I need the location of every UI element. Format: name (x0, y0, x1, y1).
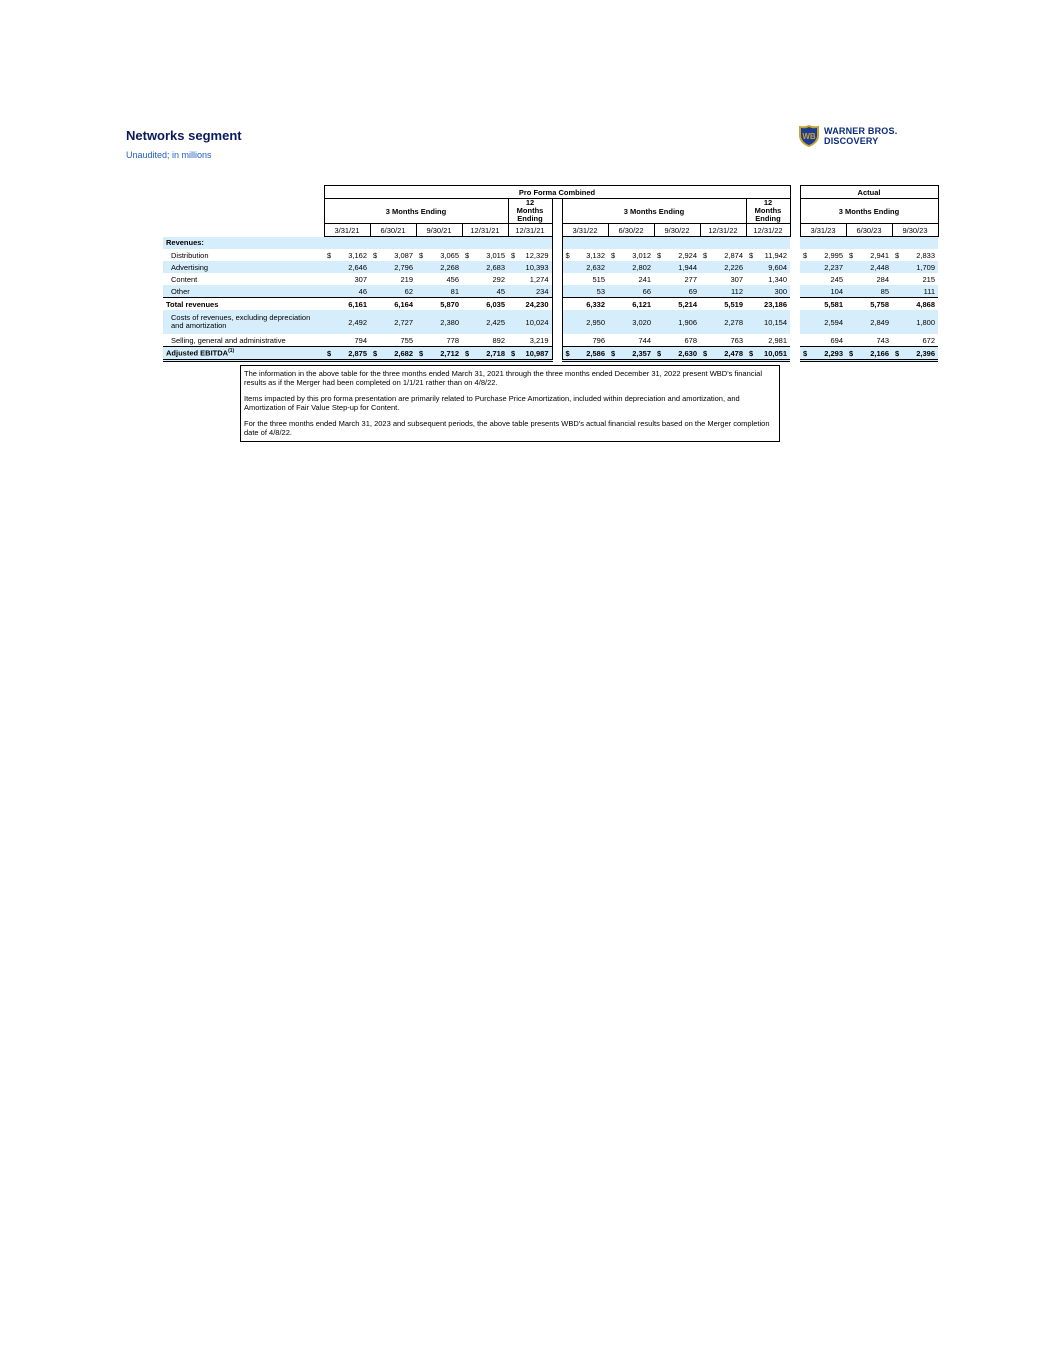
cell-value: 2,727 (370, 310, 416, 334)
cell-value: 23,186 (746, 298, 790, 311)
row-label: Other (163, 285, 324, 298)
note-1: The information in the above table for the three months ended March 31, 2021 through the three months ended December 31, 2022 present WBD's financial results as if the Merger had been completed on 1/1/21 rather than on 4/8/22. (244, 369, 762, 387)
cell-value: $ 2,166 (846, 347, 892, 361)
cell-value: 2,380 (416, 310, 462, 334)
cell-value: 284 (876, 274, 889, 284)
cell-value: $ 3,162 (327, 250, 367, 260)
cell-value: $ 2,586 (562, 347, 608, 361)
three-months-header: 3 Months Ending (324, 199, 508, 224)
cell-value: 6,332 (562, 298, 608, 311)
cell-value: 694 (830, 335, 843, 345)
cell-value: 2,492 (324, 310, 370, 334)
wb-shield-icon (798, 124, 820, 148)
row-label: Total revenues (163, 298, 324, 311)
cell-value: 2,425 (462, 310, 508, 334)
pro-forma-header: Pro Forma Combined (324, 186, 790, 199)
cell-value: 5,214 (654, 298, 700, 311)
column-date: 12/31/21 (462, 224, 508, 237)
currency-symbol: $ (611, 348, 616, 358)
cell-value: 755 (400, 335, 413, 345)
table-row (163, 334, 938, 347)
cell-value: 2,683 (462, 261, 508, 273)
currency-symbol: $ (703, 348, 708, 358)
note-3: For the three months ended March 31, 2023 and subsequent periods, the above table presents WBD's actual financial results based on the Merger completion date of 4/8/22. (244, 419, 770, 437)
page-title: Networks segment (126, 128, 242, 143)
column-date: 9/30/22 (654, 224, 700, 237)
column-date: 3/31/22 (562, 224, 608, 237)
currency-symbol: $ (511, 250, 516, 260)
table-row (163, 310, 938, 334)
three-months-header: 3 Months Ending (800, 199, 938, 224)
cell-value: 2,646 (324, 261, 370, 273)
cell-value: $ 2,630 (654, 347, 700, 361)
currency-symbol: $ (849, 348, 854, 358)
row-label: Advertising (163, 261, 324, 273)
cell-value: $ 2,293 (800, 347, 846, 361)
cell-value: 3,020 (608, 310, 654, 334)
cell-value: $ 3,087 (373, 250, 413, 260)
table-row (163, 298, 938, 311)
currency-symbol: $ (327, 348, 332, 358)
column-date: 3/31/21 (324, 224, 370, 237)
cell-value: 81 (416, 285, 462, 298)
cell-value: $ 2,718 (462, 347, 508, 361)
footnote-marker: (1) (228, 348, 235, 355)
cell-value: 2,981 (768, 335, 787, 345)
table-row (163, 249, 938, 261)
cell-value: 300 (746, 285, 790, 298)
cell-value: $ 2,357 (608, 347, 654, 361)
cell-value: 744 (638, 335, 651, 345)
cell-value: $ 3,012 (611, 250, 651, 260)
column-date: 6/30/22 (608, 224, 654, 237)
cell-value: 307 (354, 274, 367, 284)
currency-symbol: $ (803, 250, 808, 260)
currency-symbol: $ (749, 348, 754, 358)
row-label: Selling, general and administrative (171, 335, 286, 345)
cell-value: $ 2,712 (416, 347, 462, 361)
currency-symbol: $ (749, 250, 754, 260)
cell-value: 69 (654, 285, 700, 298)
cell-value: 2,632 (562, 261, 608, 273)
cell-value: 1,340 (768, 274, 787, 284)
cell-value: $ 3,132 (565, 250, 605, 260)
cell-value: 456 (446, 274, 459, 284)
cell-value: 743 (876, 335, 889, 345)
cell-value: 277 (684, 274, 697, 284)
page-subtitle: Unaudited; in millions (126, 150, 212, 160)
currency-symbol: $ (657, 250, 662, 260)
cell-value: 6,035 (462, 298, 508, 311)
row-label: Costs of revenues, excluding depreciation and amortization (163, 310, 324, 334)
cell-value: 45 (462, 285, 508, 298)
cell-value: 778 (446, 335, 459, 345)
cell-value: 1,800 (892, 310, 938, 334)
notes-box (240, 365, 780, 442)
cell-value: 292 (492, 274, 505, 284)
cell-value: 1,709 (892, 261, 938, 273)
cell-value: 2,268 (416, 261, 462, 273)
cell-value: 234 (508, 285, 552, 298)
column-date: 12/31/22 (746, 224, 790, 237)
cell-value: $ 11,942 (749, 250, 787, 260)
cell-value: 241 (638, 274, 651, 284)
cell-value: 2,278 (700, 310, 746, 334)
column-date: 9/30/21 (416, 224, 462, 237)
cell-value: 1,274 (529, 274, 549, 284)
currency-symbol: $ (849, 250, 854, 260)
cell-value: $ 2,995 (803, 250, 843, 260)
cell-value: 66 (608, 285, 654, 298)
currency-symbol: $ (465, 250, 470, 260)
cell-value: 2,849 (846, 310, 892, 334)
cell-value: 5,758 (846, 298, 892, 311)
cell-value: 46 (324, 285, 370, 298)
currency-symbol: $ (703, 250, 708, 260)
cell-value: 215 (922, 274, 935, 284)
logo-line2: DISCOVERY (824, 136, 879, 146)
cell-value: $ 2,478 (700, 347, 746, 361)
cell-value: $ 2,682 (370, 347, 416, 361)
twelve-months-header: 12 Months Ending (508, 199, 552, 224)
column-date: 6/30/23 (846, 224, 892, 237)
column-date: 12/31/21 (508, 224, 552, 237)
currency-symbol: $ (565, 348, 570, 358)
currency-symbol: $ (465, 348, 470, 358)
networks-segment-table (163, 185, 939, 362)
cell-value: 62 (370, 285, 416, 298)
cell-value: 2,950 (562, 310, 608, 334)
table-row (163, 347, 938, 361)
cell-value: 245 (830, 274, 843, 284)
cell-value: 9,604 (746, 261, 790, 273)
cell-value: 763 (730, 335, 743, 345)
cell-value: 515 (592, 274, 605, 284)
cell-value: $ 2,875 (324, 347, 370, 361)
cell-value: $ 2,941 (849, 250, 889, 260)
three-months-header: 3 Months Ending (562, 199, 746, 224)
cell-value: $ 10,987 (508, 347, 552, 361)
cell-value: 3,219 (529, 335, 549, 345)
cell-value: $ 2,833 (895, 250, 935, 260)
cell-value: $ 2,924 (657, 250, 697, 260)
cell-value: $ 2,874 (703, 250, 743, 260)
warner-bros-discovery-logo (798, 124, 918, 150)
column-date: 3/31/23 (800, 224, 846, 237)
currency-symbol: $ (895, 348, 900, 358)
table-row (163, 285, 938, 298)
cell-value: 5,519 (700, 298, 746, 311)
currency-symbol: $ (511, 348, 516, 358)
cell-value: 796 (592, 335, 605, 345)
column-date: 12/31/22 (700, 224, 746, 237)
currency-symbol: $ (327, 250, 332, 260)
currency-symbol: $ (373, 348, 378, 358)
twelve-months-header: 12 Months Ending (746, 199, 790, 224)
column-date: 9/30/23 (892, 224, 938, 237)
cell-value: 10,393 (508, 261, 552, 273)
cell-value: 111 (892, 285, 938, 298)
svg-text:WB: WB (802, 132, 816, 141)
cell-value: 104 (800, 285, 846, 298)
table-row (163, 273, 938, 285)
cell-value: 1,944 (654, 261, 700, 273)
cell-value: 4,868 (892, 298, 938, 311)
currency-symbol: $ (373, 250, 378, 260)
currency-symbol: $ (657, 348, 662, 358)
cell-value: 112 (700, 285, 746, 298)
cell-value: 24,230 (508, 298, 552, 311)
table-row (163, 261, 938, 273)
note-2: Items impacted by this pro forma presentation are primarily related to Purchase Price Amortization, included within depreciation and amortization, and Amortization of Fair Value Step-up for Content. (244, 394, 740, 412)
cell-value: 6,164 (370, 298, 416, 311)
cell-value: 672 (922, 335, 935, 345)
cell-value: 2,796 (370, 261, 416, 273)
logo-line1: WARNER BROS. (824, 126, 898, 136)
cell-value: 10,154 (746, 310, 790, 334)
cell-value: 6,161 (324, 298, 370, 311)
row-label: Distribution (171, 250, 209, 260)
cell-value: $ 3,015 (465, 250, 505, 260)
currency-symbol: $ (611, 250, 616, 260)
column-date: 6/30/21 (370, 224, 416, 237)
currency-symbol: $ (565, 250, 570, 260)
cell-value: $ 2,396 (892, 347, 938, 361)
cell-value: 892 (492, 335, 505, 345)
cell-value: $ 3,065 (419, 250, 459, 260)
cell-value: 2,237 (800, 261, 846, 273)
cell-value: 1,906 (654, 310, 700, 334)
cell-value: 5,581 (800, 298, 846, 311)
currency-symbol: $ (803, 348, 808, 358)
row-label: Adjusted EBITDA$^{(1)}$ (163, 347, 324, 361)
cell-value: 2,594 (800, 310, 846, 334)
cell-value: 10,024 (508, 310, 552, 334)
cell-value: 219 (400, 274, 413, 284)
cell-value: 6,121 (608, 298, 654, 311)
actual-header: Actual (800, 186, 938, 199)
cell-value: $ 10,051 (746, 347, 790, 361)
row-label: Content (171, 274, 198, 284)
currency-symbol: $ (895, 250, 900, 260)
currency-symbol: $ (419, 250, 424, 260)
currency-symbol: $ (419, 348, 424, 358)
cell-value: 2,448 (846, 261, 892, 273)
cell-value: 5,870 (416, 298, 462, 311)
cell-value: 794 (354, 335, 367, 345)
revenues-label: Revenues: (163, 237, 324, 250)
cell-value: 2,226 (700, 261, 746, 273)
cell-value: $ 12,329 (511, 250, 549, 260)
cell-value: 53 (562, 285, 608, 298)
cell-value: 85 (846, 285, 892, 298)
cell-value: 2,802 (608, 261, 654, 273)
cell-value: 307 (730, 274, 743, 284)
cell-value: 678 (684, 335, 697, 345)
